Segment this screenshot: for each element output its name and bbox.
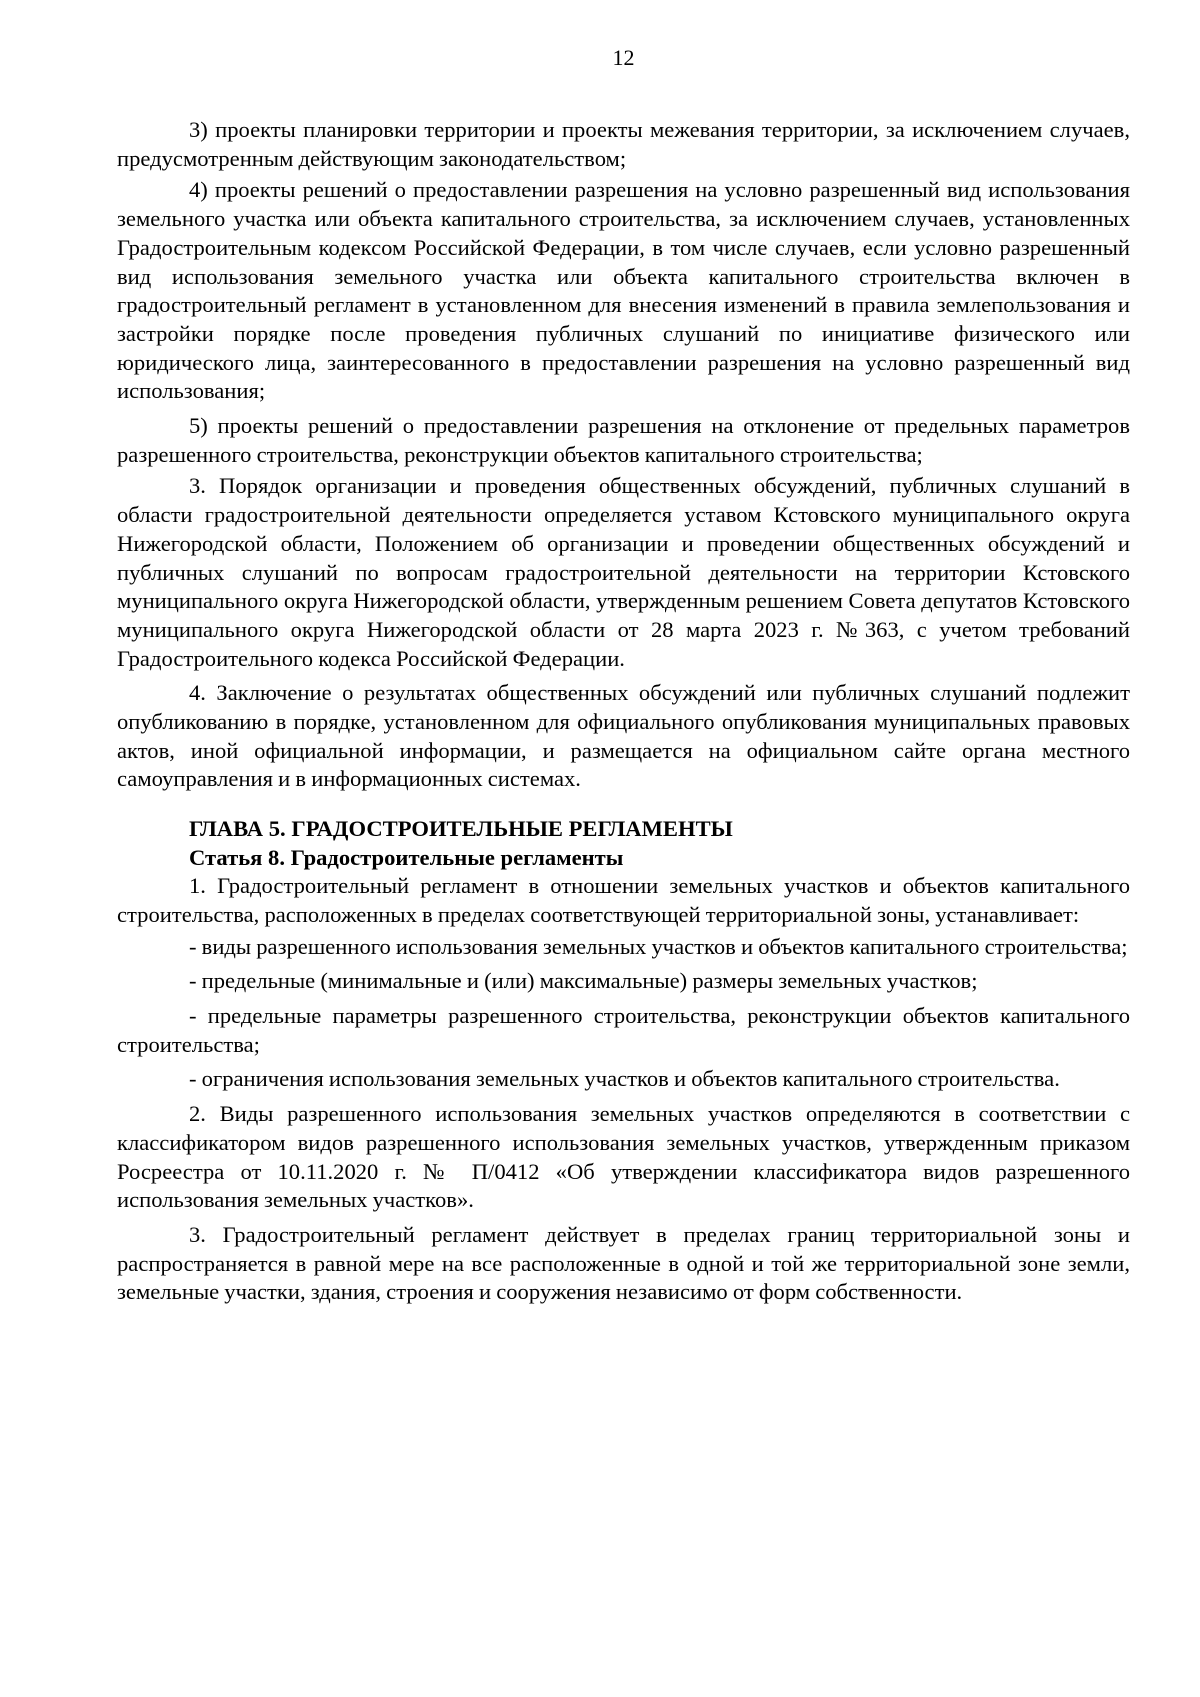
paragraph-article-clause-3: 3. Градостроительный регламент действует в пределах границ территориальной зоны и распространяется в равной мере на все расположенные в одной и той же территориальной зоне земли, земельные участки, здания, строения и сооружения независимо от форм собственности. [117, 1221, 1130, 1305]
list-item-permitted-uses: - виды разрешенного использования земельных участков и объектов капитального строительства; [189, 933, 1128, 959]
paragraph-clause-3-procedure: 3. Порядок организации и проведения общественных обсуждений, публичных слушаний в области градостроительной деятельности определяется уставом Кстовского муниципального округа Нижегородской области, Положением об организации и проведении общественных обсуждений и публичных слушаний по вопросам градостроительной деятельности на территории Кстовского муниципального округа Нижегородской области, утвержденным решением Совета депутатов Кстовского муниципального округа Нижегородской области от 28 марта 2023 г. №363, с учетом требований Градостроительного кодекса Российской Федерации. [117, 473, 1130, 671]
list-item-plot-sizes: - предельные (минимальные и (или) максимальные) размеры земельных участков; [189, 968, 978, 994]
paragraph-article-clause-2: 2. Виды разрешенного использования земельных участков определяются в соответствии с классификатором видов разрешенного использования земельных участков, утвержденным приказом Росреестра от 10.11.2020 г. № П/0412 «Об утверждении классификатора видов разрешенного использования земельных участков». [117, 1101, 1130, 1213]
article-heading: Статья 8. Градостроительные регламенты [189, 845, 624, 871]
paragraph-article-clause-1: 1. Градостроительный регламент в отношении земельных участков и объектов капитального строительства, расположенных в пределах соответствующей территориальной зоны, устанавливает: [117, 873, 1130, 927]
paragraph-item-4-conditional-use: 4) проекты решений о предоставлении разрешения на условно разрешенный вид использования земельного участка или объекта капитального строительства, за исключением случаев, установленных Градостроительным кодексом Российской Федерации, в том числе случаев, если условно разрешенный вид использования земельного участка или объекта капитального строительства включен в градостроительный регламент в установленном для внесения изменений в правила землепользования и застройки порядке после проведения публичных слушаний по инициативе физического или юридического лица, заинтересованного в предоставлении разрешения на условно разрешенный вид использования; [117, 177, 1130, 404]
paragraph-item-3-planning-projects: 3) проекты планировки территории и проекты межевания территории, за исключением случаев, предусмотренным действующим законодательством; [117, 117, 1130, 171]
chapter-heading: ГЛАВА 5. ГРАДОСТРОИТЕЛЬНЫЕ РЕГЛАМЕНТЫ [189, 816, 733, 842]
list-item-construction-parameters: - предельные параметры разрешенного строительства, реконструкции объектов капитального строительства; [117, 1002, 1130, 1057]
paragraph-item-5-deviation: 5) проекты решений о предоставлении разрешения на отклонение от предельных параметров разрешенного строительства, реконструкции объектов капитального строительства; [117, 413, 1130, 467]
paragraph-clause-4-conclusion: 4. Заключение о результатах общественных обсуждений или публичных слушаний подлежит опубликованию в порядке, установленном для официального опубликования муниципальных правовых актов, иной официальной информации, и размещается на официальном сайте органа местного самоуправления и в информационных системах. [117, 680, 1130, 792]
list-item-use-restrictions: - ограничения использования земельных участков и объектов капитального строительства. [189, 1066, 1060, 1092]
document-body [117, 116, 1130, 1310]
page-number: 12 [612, 45, 635, 70]
